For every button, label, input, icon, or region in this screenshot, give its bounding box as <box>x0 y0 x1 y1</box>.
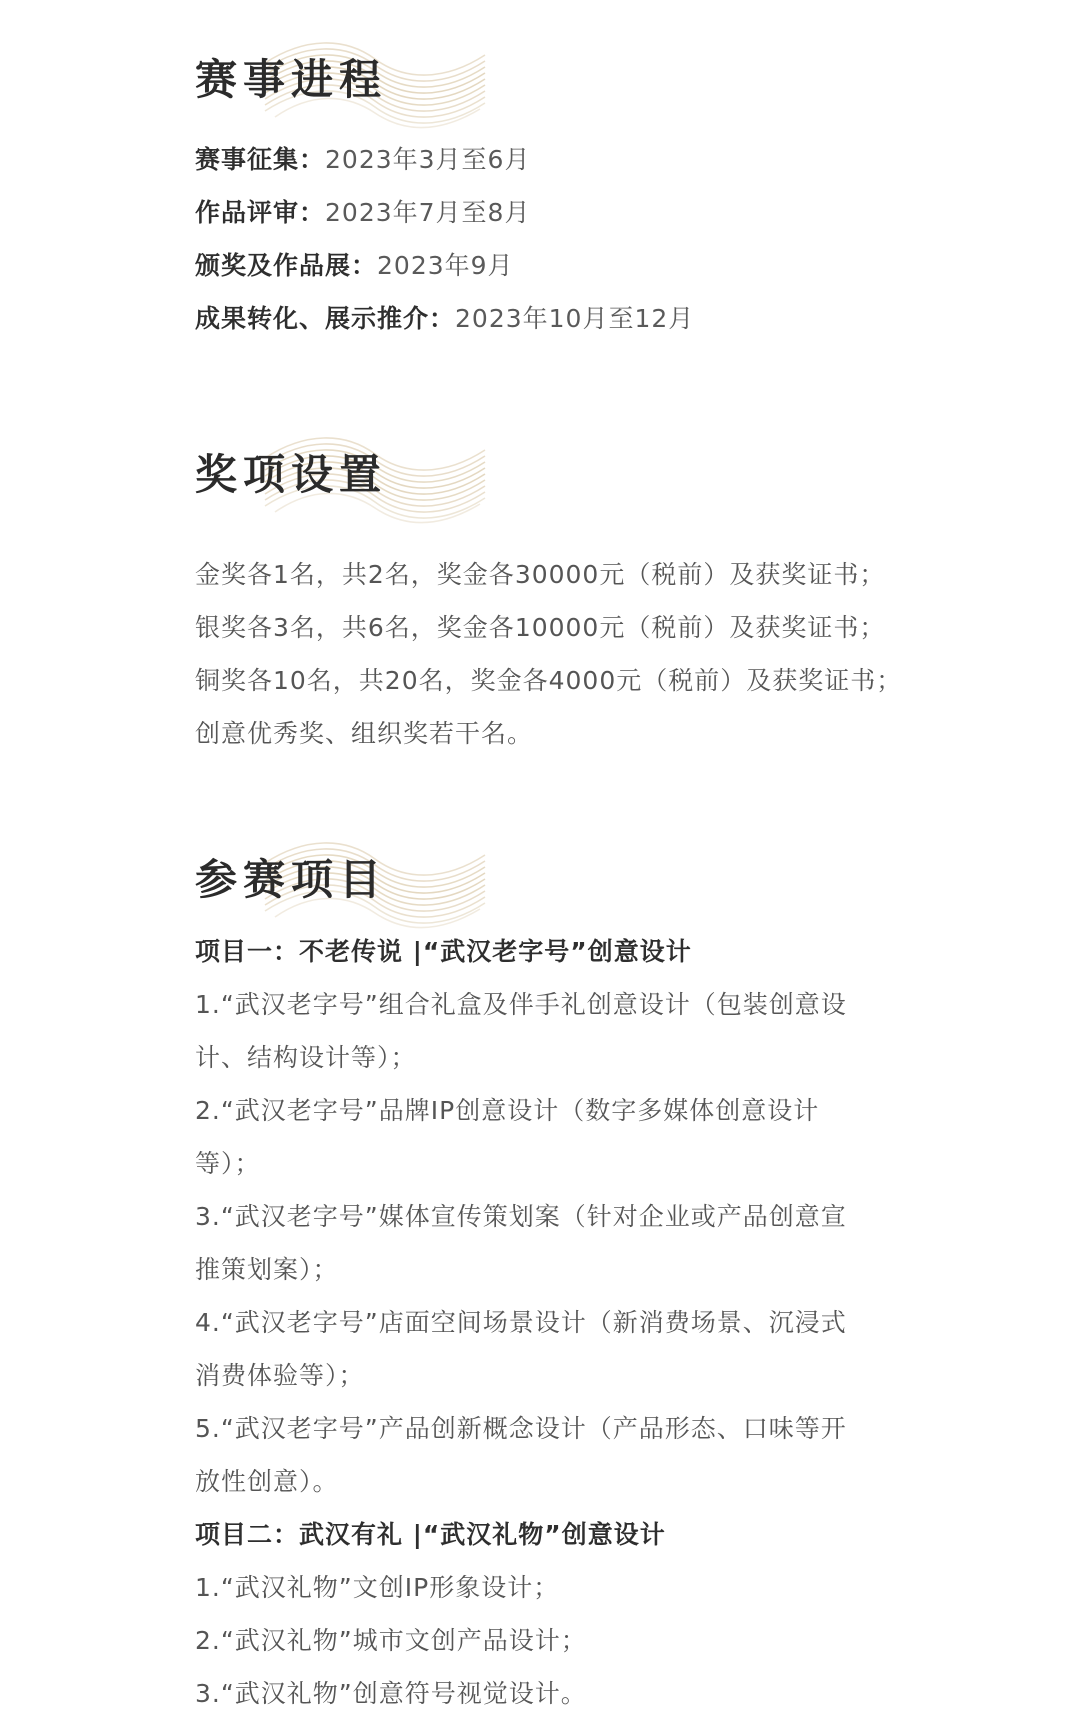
schedule-item <box>195 186 915 239</box>
awards-line: 创意优秀奖、组织奖若干名。 <box>195 719 534 748</box>
project1-line: 推策划案）； <box>195 1255 339 1284</box>
project2-title: 项目二：武汉有礼 |“武汉礼物”创意设计 <box>195 1520 666 1549</box>
project1-line: 4.“武汉老字号”店面空间场景设计（新消费场景、沉浸式 <box>195 1308 847 1337</box>
project1-line: 1.“武汉老字号”组合礼盒及伴手礼创意设计（包装创意设 <box>195 990 847 1019</box>
project1-line: 计、结构设计等）； <box>195 1043 417 1072</box>
schedule-heading <box>195 45 915 115</box>
projects-heading <box>195 845 915 915</box>
projects-title: 参赛项目 <box>195 855 388 904</box>
awards-line: 金奖各1名，共2名，奖金各30000元（税前）及获奖证书； <box>195 560 886 589</box>
schedule-item-label: 作品评审： <box>195 198 326 227</box>
awards-title: 奖项设置 <box>195 450 388 499</box>
schedule-item <box>195 133 915 186</box>
project1-line: 等）； <box>195 1149 261 1178</box>
project2-line: 1.“武汉礼物”文创IP形象设计； <box>195 1573 560 1602</box>
project1-line: 5.“武汉老字号”产品创新概念设计（产品形态、口味等开 <box>195 1414 847 1443</box>
project2-line: 3.“武汉礼物”创意符号视觉设计。 <box>195 1679 587 1708</box>
project1-line: 消费体验等）； <box>195 1361 365 1390</box>
schedule-item-label: 成果转化、展示推介： <box>195 304 456 333</box>
awards-heading <box>195 440 915 510</box>
schedule-item <box>195 292 915 345</box>
schedule-item-value: 2023年9月 <box>377 251 514 280</box>
schedule-item-value: 2023年7月至8月 <box>325 198 531 227</box>
project1-line: 放性创意）。 <box>195 1467 339 1496</box>
project2-line: 2.“武汉礼物”城市文创产品设计； <box>195 1626 587 1655</box>
awards-line: 银奖各3名，共6名，奖金各10000元（税前）及获奖证书； <box>195 613 886 642</box>
project1-line: 3.“武汉老字号”媒体宣传策划案（针对企业或产品创意宣 <box>195 1202 847 1231</box>
awards-line: 铜奖各10名，共20名，奖金各4000元（税前）及获奖证书； <box>195 666 903 695</box>
schedule-item-label: 赛事征集： <box>195 145 326 174</box>
projects-section <box>195 845 915 1720</box>
schedule-section <box>195 45 915 345</box>
awards-section <box>195 440 915 760</box>
schedule-item-value: 2023年3月至6月 <box>325 145 531 174</box>
schedule-title: 赛事进程 <box>195 55 388 104</box>
schedule-item-value: 2023年10月至12月 <box>455 304 695 333</box>
schedule-item-label: 颁奖及作品展： <box>195 251 378 280</box>
project1-title: 项目一：不老传说 |“武汉老字号”创意设计 <box>195 937 692 966</box>
schedule-item <box>195 239 915 292</box>
project1-line: 2.“武汉老字号”品牌IP创意设计（数字多媒体创意设计 <box>195 1096 820 1125</box>
